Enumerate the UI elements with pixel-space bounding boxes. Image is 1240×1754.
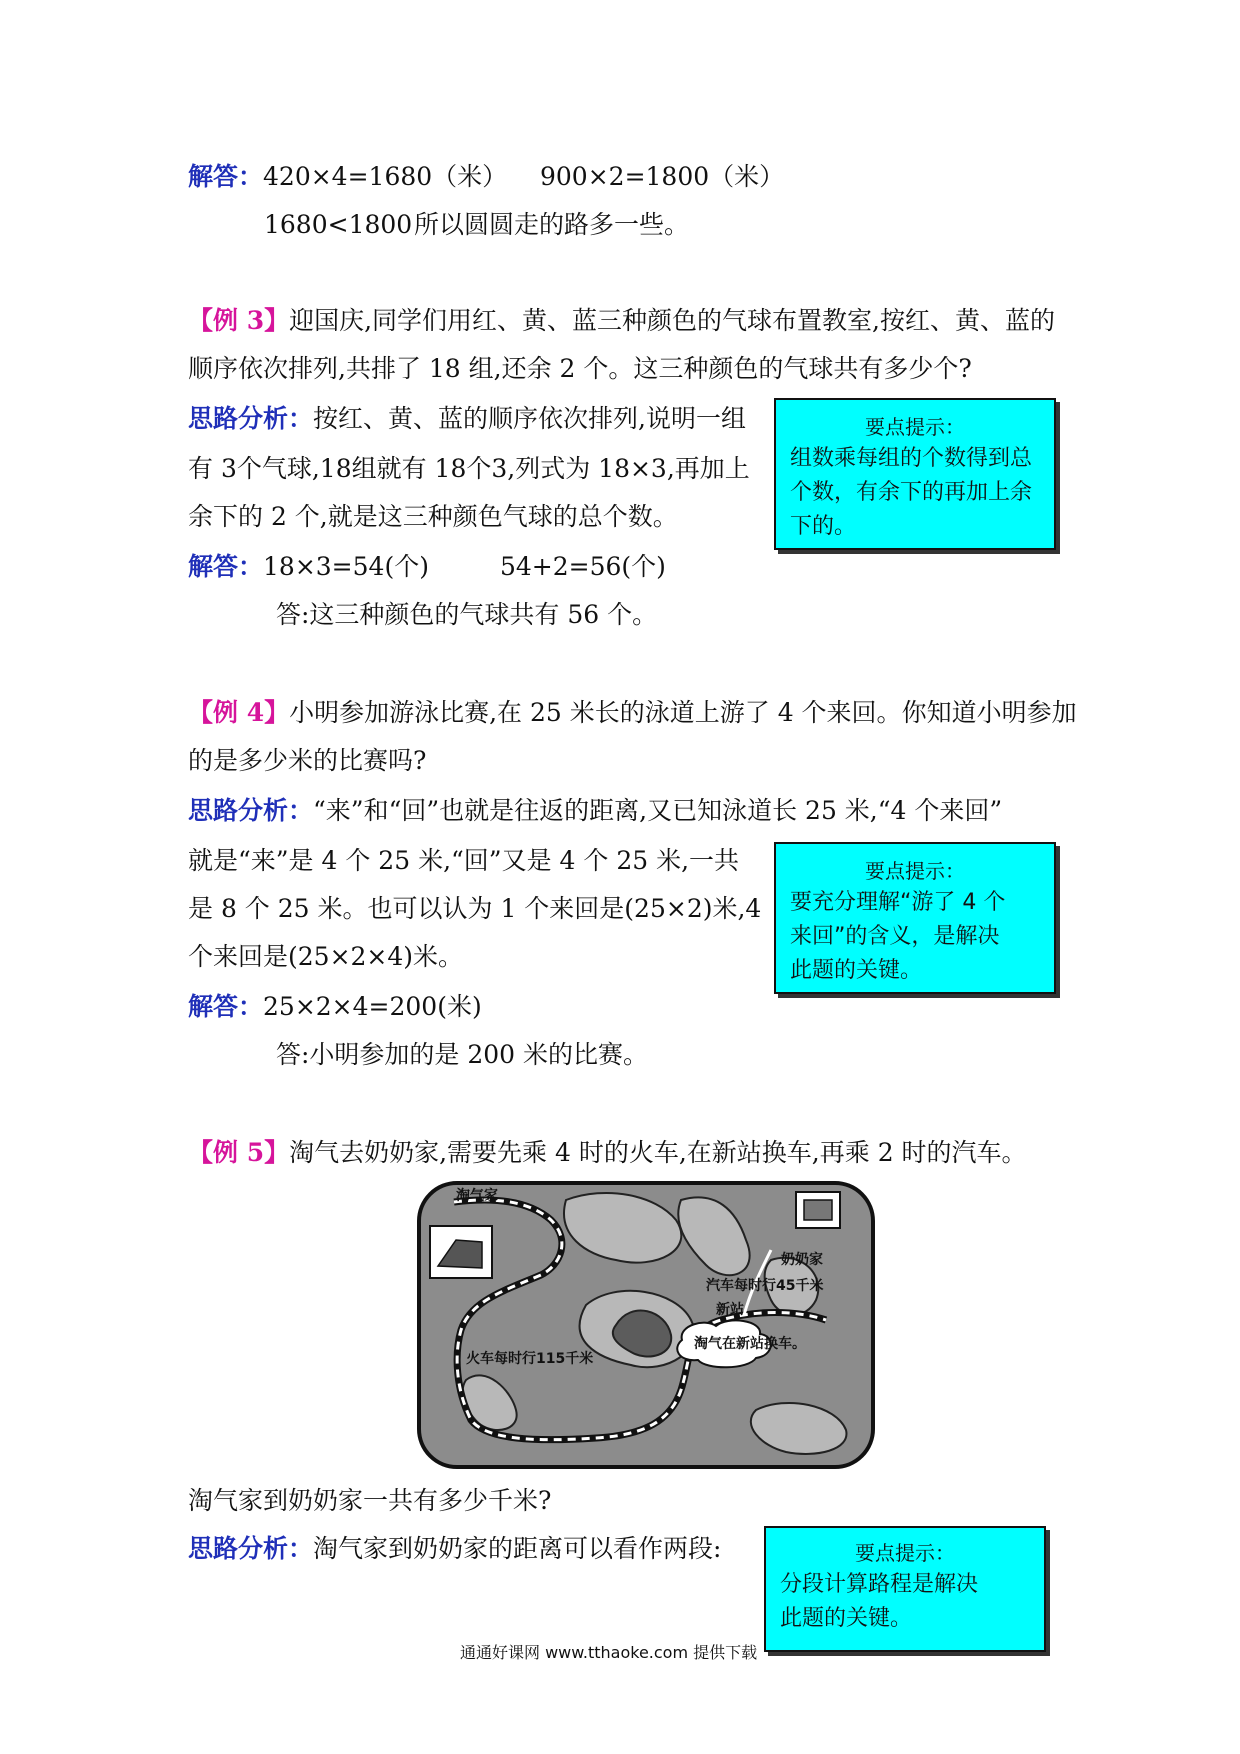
ex4-tip-title: 要点提示： [865, 859, 965, 883]
bus-icon [804, 1200, 832, 1220]
ex3-answer-label: 解答： [188, 552, 264, 581]
ex4-tag: 【例 4】 [188, 698, 290, 727]
page-footer: 通通好课网 www.tthaoke.com 提供下载 [460, 1643, 758, 1662]
ex4-tip-box [774, 842, 1056, 994]
ex4-final: 答:小明参加的是 200 米的比赛。 [276, 1040, 649, 1069]
map-label-station: 新站 [716, 1302, 744, 1318]
map-label-grandma: 奶奶家 [781, 1252, 823, 1268]
ex5-tip-box [764, 1526, 1046, 1652]
ex4-answer-line [188, 990, 482, 1024]
ex4-q1: 小明参加游泳比赛,在 25 米长的泳道上游了 4 个来回。你知道小明参加 [289, 698, 1077, 727]
map-label-bubble: 淘气在新站换车。 [694, 1336, 806, 1352]
ex3-tip-title: 要点提示： [865, 415, 965, 439]
ex3-final: 答:这三种颜色的气球共有 56 个。 [276, 600, 658, 629]
ex4-tip-body: 要充分理解“游了 4 个 来回”的含义，是解决 此题的关键。 [790, 890, 1006, 983]
ex4-a1: “来”和“回”也就是往返的距离,又已知泳道长 25 米,“4 个来回” [313, 796, 1003, 825]
ex3-answer-line [188, 550, 429, 584]
ex2-compare: 1680<1800 [264, 210, 413, 239]
route-map [416, 1180, 876, 1470]
ex4-a3: 是 8 个 25 米。也可以认为 1 个来回是(25×2)米,4 [188, 894, 762, 923]
ex2-answer-label: 解答： [188, 162, 264, 191]
ex2-calc1: 420×4=1680（米） [263, 162, 508, 191]
ex5-tip-body: 分段计算路程是解决 此题的关键。 [780, 1572, 979, 1631]
map-label-bus-speed: 汽车每时行45千米 [706, 1278, 824, 1294]
ex5-q1: 淘气去奶奶家,需要先乘 4 时的火车,在新站换车,再乘 2 时的汽车。 [289, 1138, 1027, 1167]
ex4-a4: 个来回是(25×2×4)米。 [188, 942, 464, 971]
ex5-tip-title: 要点提示： [855, 1541, 955, 1565]
ex3-calc2: 54+2=56(个) [500, 552, 666, 581]
ex2-calc2: 900×2=1800（米） [540, 162, 785, 191]
ex5-analysis-line1 [188, 1532, 721, 1566]
ex5-analysis-label: 思路分析： [188, 1534, 314, 1563]
ex3-calc1: 18×3=54(个) [263, 552, 429, 581]
ex3-question-line1 [188, 304, 1055, 338]
ex5-a1: 淘气家到奶奶家的距离可以看作两段: [313, 1534, 722, 1563]
ex2-answer-line [188, 160, 507, 194]
ex3-q1: 迎国庆,同学们用红、黄、蓝三种颜色的气球布置教室,按红、黄、蓝的 [289, 306, 1056, 335]
ex5-tag: 【例 5】 [188, 1138, 290, 1167]
ex3-tag: 【例 3】 [188, 306, 290, 335]
ex3-a1: 按红、黄、蓝的顺序依次排列,说明一组 [313, 404, 746, 433]
ex3-a3: 余下的 2 个,就是这三种颜色气球的总个数。 [188, 502, 678, 531]
ex4-question-line1 [188, 696, 1077, 730]
ex3-analysis-line1 [188, 402, 746, 436]
ex3-tip-body: 组数乘每组的个数得到总 个数，有余下的再加上余 下的。 [790, 446, 1033, 539]
map-label-train-speed: 火车每时行115千米 [466, 1351, 594, 1367]
ex4-analysis-line1 [188, 794, 1002, 828]
map-label-home: 淘气家 [456, 1188, 498, 1204]
ex4-q2: 的是多少米的比赛吗? [188, 746, 427, 775]
ex4-calc: 25×2×4=200(米) [263, 992, 482, 1021]
ex5-q2: 淘气家到奶奶家一共有多少千米? [188, 1486, 552, 1515]
ex4-a2: 就是“来”是 4 个 25 米,“回”又是 4 个 25 米,一共 [188, 846, 740, 875]
ex4-answer-label: 解答： [188, 992, 264, 1021]
ex4-analysis-label: 思路分析： [188, 796, 314, 825]
ex3-analysis-label: 思路分析： [188, 404, 314, 433]
ex5-question-line1 [188, 1136, 1027, 1170]
ex2-conclusion: 所以圆圆走的路多一些。 [414, 210, 690, 239]
ex3-a2: 有 3个气球,18组就有 18个3,列式为 18×3,再加上 [188, 454, 750, 483]
ex3-q2: 顺序依次排列,共排了 18 组,还余 2 个。这三种颜色的气球共有多少个? [188, 354, 972, 383]
ex3-tip-box [774, 398, 1056, 550]
